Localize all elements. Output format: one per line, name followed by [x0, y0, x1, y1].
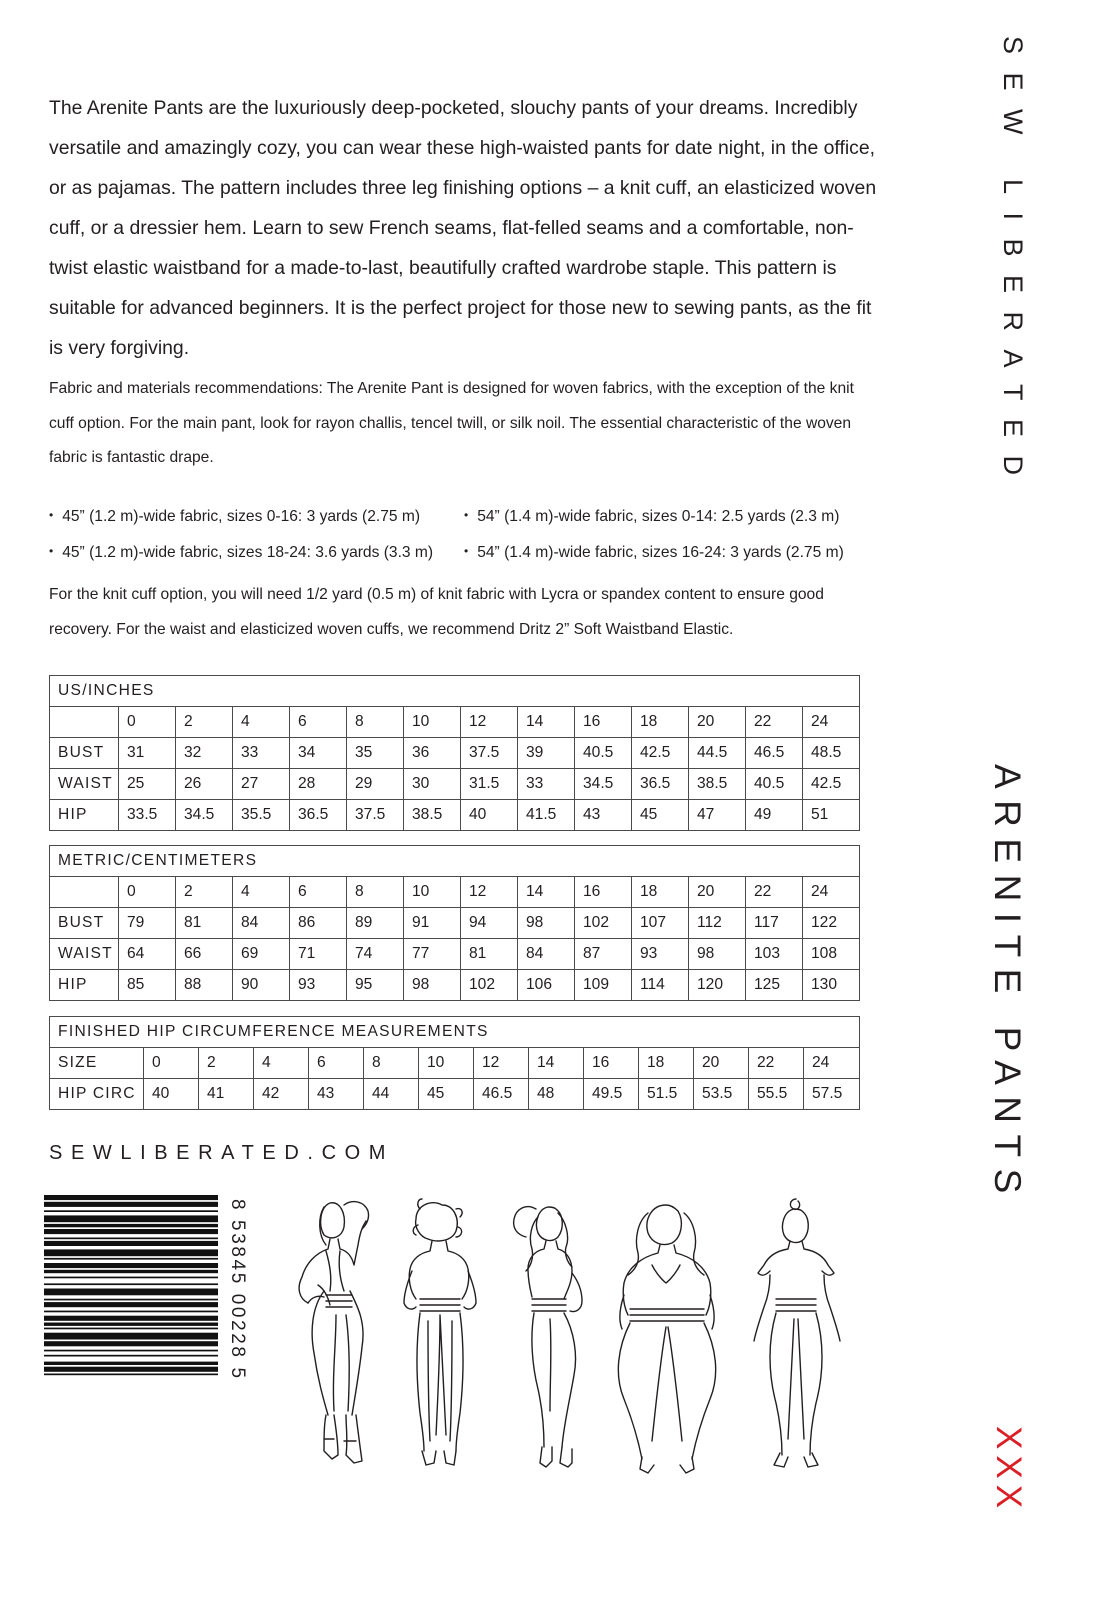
table-row: [50, 769, 860, 800]
row-label: [50, 707, 119, 738]
size-header: 10: [404, 707, 461, 738]
barcode-bar: [44, 1374, 218, 1376]
barcode-bar: [44, 1249, 218, 1256]
barcode-bar: [44, 1210, 218, 1212]
size-header: 0: [119, 877, 176, 908]
size-header: 12: [461, 707, 518, 738]
table-cell: 48.5: [803, 738, 860, 769]
barcode-bar: [44, 1215, 218, 1222]
size-header: 18: [632, 877, 689, 908]
yardage-item: • 45” (1.2 m)-wide fabric, sizes 0-16: 3 yards (2.75 m): [49, 498, 464, 534]
table-cell: 88: [176, 970, 233, 1001]
table-title: FINISHED HIP CIRCUMFERENCE MEASUREMENTS: [50, 1017, 860, 1048]
barcode-bar: [44, 1270, 218, 1273]
table-cell: 51.5: [639, 1079, 694, 1110]
size-header: 0: [119, 707, 176, 738]
table-cell: 89: [347, 908, 404, 939]
size-header: 8: [347, 877, 404, 908]
table-cell: 36: [404, 738, 461, 769]
table-cell: 95: [347, 970, 404, 1001]
size-header: 12: [474, 1048, 529, 1079]
table-cell: 41.5: [518, 800, 575, 831]
table-cell: 64: [119, 939, 176, 970]
size-header: 14: [529, 1048, 584, 1079]
size-header: 10: [419, 1048, 474, 1079]
website-url: SEWLIBERATED.COM: [49, 1142, 395, 1164]
table-cell: 81: [461, 939, 518, 970]
table-cell: 46.5: [746, 738, 803, 769]
size-header: 4: [233, 877, 290, 908]
table-cell: 90: [233, 970, 290, 1001]
table-cell: 49.5: [584, 1079, 639, 1110]
table-cell: 31.5: [461, 769, 518, 800]
table-cell: 85: [119, 970, 176, 1001]
table-cell: 40: [461, 800, 518, 831]
table-cell: 36.5: [290, 800, 347, 831]
table-cell: 33.5: [119, 800, 176, 831]
table-cell: 108: [803, 939, 860, 970]
table-row: [50, 908, 860, 939]
table-cell: 102: [575, 908, 632, 939]
barcode-bar: [44, 1229, 218, 1234]
knit-cuff-notes: For the knit cuff option, you will need 1/2 yard (0.5 m) of knit fabric with Lycra or spandex content to ensure good recovery. For the waist and elasticized woven cuffs, we recommend Dritz 2” Soft Waistband Elastic.: [49, 586, 824, 638]
size-header: 2: [176, 707, 233, 738]
table-cell: 40.5: [575, 738, 632, 769]
size-header: 16: [575, 707, 632, 738]
barcode-bar: [44, 1241, 218, 1246]
table-cell: 32: [176, 738, 233, 769]
table-cell: 30: [404, 769, 461, 800]
table-cell: 48: [529, 1079, 584, 1110]
table-cell: 93: [632, 939, 689, 970]
table-cell: 26: [176, 769, 233, 800]
size-header: 18: [639, 1048, 694, 1079]
size-header: 8: [364, 1048, 419, 1079]
table-cell: 98: [404, 970, 461, 1001]
table-row: [50, 877, 860, 908]
table-cell: 46.5: [474, 1079, 529, 1110]
table-cell: 33: [233, 738, 290, 769]
size-header: 0: [144, 1048, 199, 1079]
size-header: 4: [233, 707, 290, 738]
yardage-item: • 54” (1.4 m)-wide fabric, sizes 16-24: 3 yards (2.75 m): [464, 534, 879, 570]
table-row: [50, 738, 860, 769]
pattern-code: XXX: [989, 1426, 1028, 1515]
size-header: 2: [176, 877, 233, 908]
table-cell: 44: [364, 1079, 419, 1110]
table-cell: 42.5: [632, 738, 689, 769]
size-header: 10: [404, 877, 461, 908]
size-header: 22: [746, 707, 803, 738]
size-header: 16: [575, 877, 632, 908]
table-cell: 41: [199, 1079, 254, 1110]
table-cell: 43: [575, 800, 632, 831]
barcode-bar: [44, 1311, 218, 1313]
table-cell: 71: [290, 939, 347, 970]
barcode-bar: [44, 1316, 218, 1321]
table-cell: 114: [632, 970, 689, 1001]
barcode-bar: [44, 1263, 218, 1268]
row-label: WAIST: [50, 939, 119, 970]
table-cell: 37.5: [461, 738, 518, 769]
model-figure: [404, 1199, 476, 1465]
table-cell: 117: [746, 908, 803, 939]
barcode-bar: [44, 1238, 218, 1240]
size-header: 18: [632, 707, 689, 738]
table-cell: 34.5: [176, 800, 233, 831]
barcode-bar: [44, 1333, 218, 1340]
table-cell: 42: [254, 1079, 309, 1110]
size-header: 12: [461, 877, 518, 908]
table-cell: 125: [746, 970, 803, 1001]
size-header: 24: [803, 707, 860, 738]
barcode-bar: [44, 1224, 218, 1227]
row-label: BUST: [50, 738, 119, 769]
size-header: 22: [746, 877, 803, 908]
intro-paragraph: The Arenite Pants are the luxuriously deep-pocketed, slouchy pants of your dreams. Incredibly versatile and amazingly cozy, you can wear these high-waisted pants for date night, in the office, or as pajamas. The pattern includes three leg finishing options – a knit cuff, an elasticized woven cuff, or a dressier hem. Learn to sew French seams, flat-felled seams and a comfortable, non-twist elastic waistband for a made-to-last, beautifully crafted wardrobe staple. This pattern is suitable for advanced beginners. It is the perfect project for those new to sewing pants, as the fit is very forgiving.: [49, 97, 877, 359]
model-figure: [514, 1207, 582, 1467]
barcode-bar: [44, 1323, 218, 1326]
yardage-list: [49, 498, 879, 570]
table-cell: 35.5: [233, 800, 290, 831]
table-cell: 77: [404, 939, 461, 970]
table-cell: 43: [309, 1079, 364, 1110]
barcode-bar: [44, 1328, 218, 1330]
barcode-bar: [44, 1289, 218, 1296]
table-cell: 93: [290, 970, 347, 1001]
model-figure: [754, 1199, 840, 1467]
table-cell: 38.5: [404, 800, 461, 831]
table-cell: 130: [803, 970, 860, 1001]
barcode-bar: [44, 1367, 218, 1372]
table-cell: 44.5: [689, 738, 746, 769]
table-cell: 29: [347, 769, 404, 800]
table-cell: 81: [176, 908, 233, 939]
table-title: US/INCHES: [50, 676, 860, 707]
row-label: BUST: [50, 908, 119, 939]
table-cell: 47: [689, 800, 746, 831]
table-row: [50, 707, 860, 738]
table-cell: 38.5: [689, 769, 746, 800]
table-cell: 69: [233, 939, 290, 970]
table-cell: 40.5: [746, 769, 803, 800]
size-header: 8: [347, 707, 404, 738]
model-figure: [299, 1202, 368, 1463]
table-cell: 102: [461, 970, 518, 1001]
table-row: [50, 1079, 860, 1110]
finished-hip-table: [49, 1016, 860, 1110]
table-cell: 109: [575, 970, 632, 1001]
table-cell: 79: [119, 908, 176, 939]
table-cell: 49: [746, 800, 803, 831]
barcode-bar: [44, 1302, 218, 1307]
table-row: [50, 970, 860, 1001]
table-cell: 42.5: [803, 769, 860, 800]
table-row: [50, 800, 860, 831]
size-header: 20: [689, 877, 746, 908]
size-header: 6: [290, 877, 347, 908]
row-label: SIZE: [50, 1048, 144, 1079]
table-cell: 39: [518, 738, 575, 769]
table-cell: 28: [290, 769, 347, 800]
row-label: HIP: [50, 800, 119, 831]
table-cell: 55.5: [749, 1079, 804, 1110]
size-header: 14: [518, 877, 575, 908]
yardage-item: • 54” (1.4 m)-wide fabric, sizes 0-14: 2.5 yards (2.3 m): [464, 498, 879, 534]
table-cell: 45: [419, 1079, 474, 1110]
size-header: 20: [694, 1048, 749, 1079]
row-label: HIP CIRC: [50, 1079, 144, 1110]
table-cell: 86: [290, 908, 347, 939]
table-cell: 98: [689, 939, 746, 970]
table-cell: 107: [632, 908, 689, 939]
size-header: 16: [584, 1048, 639, 1079]
fabric-recommendations: Fabric and materials recommendations: The Arenite Pant is designed for woven fabrics, with the exception of the knit cuff option. For the main pant, look for rayon challis, tencel twill, or silk noil. The essential characteristic of the woven fabric is fantastic drape.: [49, 380, 854, 466]
table-cell: 98: [518, 908, 575, 939]
table-row: [50, 939, 860, 970]
table-cell: 45: [632, 800, 689, 831]
table-cell: 53.5: [694, 1079, 749, 1110]
table-cell: 40: [144, 1079, 199, 1110]
table-row: [50, 1048, 860, 1079]
barcode-bar: [44, 1202, 218, 1207]
barcode-bar: [44, 1355, 218, 1357]
size-header: 14: [518, 707, 575, 738]
table-cell: 34: [290, 738, 347, 769]
table-cell: 122: [803, 908, 860, 939]
size-header: 2: [199, 1048, 254, 1079]
row-label: [50, 877, 119, 908]
table-cell: 94: [461, 908, 518, 939]
table-cell: 33: [518, 769, 575, 800]
barcode-bar: [44, 1277, 218, 1279]
table-cell: 27: [233, 769, 290, 800]
size-header: 22: [749, 1048, 804, 1079]
table-cell: 87: [575, 939, 632, 970]
table-cell: 103: [746, 939, 803, 970]
table-cell: 112: [689, 908, 746, 939]
table-title: METRIC/CENTIMETERS: [50, 846, 860, 877]
table-cell: 74: [347, 939, 404, 970]
table-cell: 31: [119, 738, 176, 769]
barcode-bar: [44, 1299, 218, 1301]
table-cell: 120: [689, 970, 746, 1001]
barcode-bar: [44, 1350, 218, 1352]
table-cell: 36.5: [632, 769, 689, 800]
size-header: 24: [804, 1048, 860, 1079]
yardage-item: • 45” (1.2 m)-wide fabric, sizes 18-24: 3.6 yards (3.3 m): [49, 534, 464, 570]
barcode-bar: [44, 1195, 218, 1200]
table-cell: 66: [176, 939, 233, 970]
table-cell: 91: [404, 908, 461, 939]
row-label: HIP: [50, 970, 119, 1001]
size-header: 24: [803, 877, 860, 908]
table-cell: 84: [233, 908, 290, 939]
barcode-bar: [44, 1341, 218, 1346]
size-header: 6: [290, 707, 347, 738]
barcode-bar: [44, 1258, 218, 1260]
table-cell: 84: [518, 939, 575, 970]
us-inches-table: [49, 675, 860, 831]
row-label: WAIST: [50, 769, 119, 800]
size-header: 4: [254, 1048, 309, 1079]
table-cell: 25: [119, 769, 176, 800]
barcode-digits: 8 53845 00228 5: [227, 1199, 248, 1381]
figure-illustrations: [280, 1195, 870, 1480]
barcode-bar: [44, 1283, 218, 1285]
metric-centimeters-table: [49, 845, 860, 1001]
table-cell: 34.5: [575, 769, 632, 800]
barcode: [44, 1195, 248, 1480]
table-cell: 57.5: [804, 1079, 860, 1110]
table-cell: 106: [518, 970, 575, 1001]
model-figure: [618, 1205, 715, 1473]
table-cell: 51: [803, 800, 860, 831]
brand-name: SEW LIBERATED: [998, 36, 1028, 494]
table-cell: 37.5: [347, 800, 404, 831]
size-header: 20: [689, 707, 746, 738]
table-cell: 35: [347, 738, 404, 769]
size-header: 6: [309, 1048, 364, 1079]
barcode-bar: [44, 1362, 218, 1365]
pattern-title: ARENITE PANTS: [987, 764, 1028, 1205]
